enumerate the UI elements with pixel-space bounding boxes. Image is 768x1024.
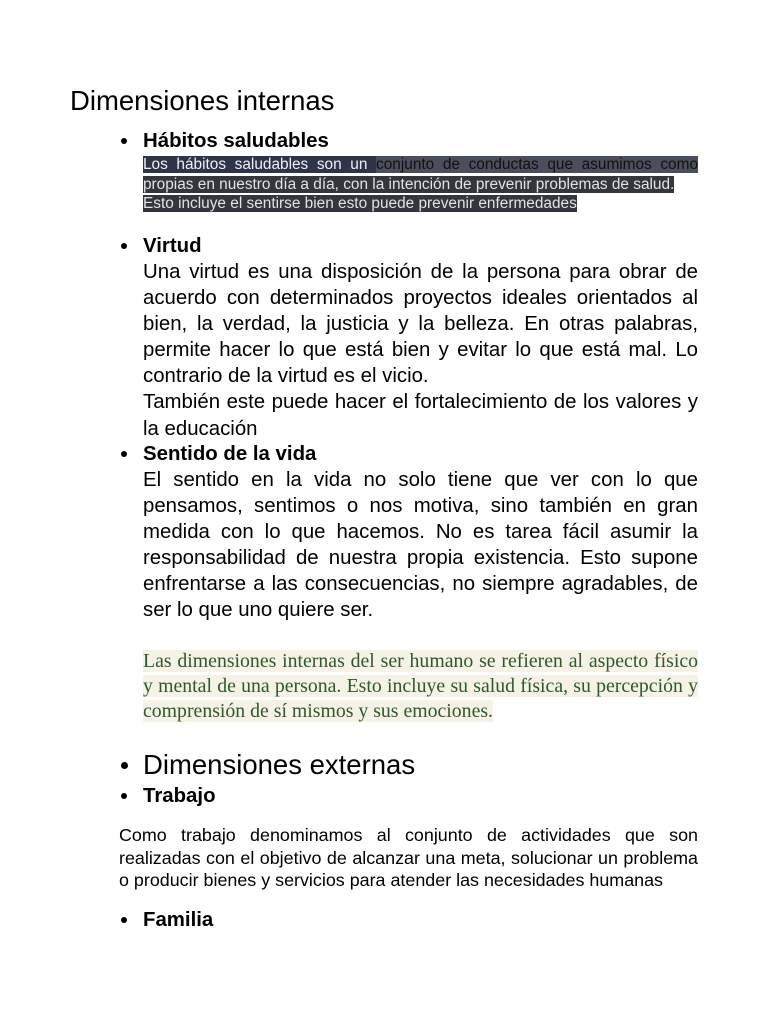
bullet-icon <box>121 451 127 457</box>
virtud-text-line: acuerdo con determinados proyectos ideales orientados al <box>143 287 698 310</box>
summary-paragraph <box>143 649 698 724</box>
item-heading-virtud: Virtud <box>143 235 202 257</box>
section-title-internas: Dimensiones internas <box>70 85 335 116</box>
summary-text: comprensión de sí mismos y sus emociones. <box>143 699 493 722</box>
sentido-text-line: pensamos, sentimos o nos motiva, sino también en gran <box>143 495 698 518</box>
sentido-text-line: medida con lo que hacemos. No es tarea fácil asumir la <box>143 521 698 544</box>
trabajo-text-line: o producir bienes y servicios para atender las necesidades humanas <box>119 870 663 890</box>
trabajo-paragraph <box>119 824 698 892</box>
list-item-trabajo <box>143 783 698 809</box>
habitos-text-line <box>143 155 698 175</box>
bullet-icon <box>121 138 127 144</box>
highlighted-text: Esto incluye el sentirse bien esto puede prevenir enfermedades <box>143 195 577 213</box>
item-heading-sentido: Sentido de la vida <box>143 443 317 465</box>
virtud-paragraph <box>143 259 698 442</box>
list-item-virtud <box>143 233 698 442</box>
virtud-text-line: contrario de la virtud es el vicio. <box>143 365 429 388</box>
list-item-sentido <box>143 441 698 624</box>
virtud-text-line: la educación <box>143 417 258 440</box>
sentido-text-line: ser lo que uno quiere ser. <box>143 599 374 622</box>
sentido-text-line: El sentido en la vida no solo tiene que ver con lo que <box>143 469 698 491</box>
summary-text-line <box>143 699 698 724</box>
summary-text-line <box>143 649 698 674</box>
sentido-text-line: responsabilidad de nuestra propia existencia. Esto supone <box>143 547 698 570</box>
highlighted-text: propias en nuestro día a día, con la intención de prevenir problemas de salud. <box>143 175 675 193</box>
highlighted-text: conjunto de conductas que asumimos como <box>376 156 699 173</box>
trabajo-text-line: Como trabajo denominamos al conjunto de actividades que son <box>119 825 698 845</box>
item-heading-familia: Familia <box>143 909 214 931</box>
bullet-icon <box>121 917 127 923</box>
trabajo-text-line: realizadas con el objetivo de alcanzar una meta, solucionar un problema <box>119 847 698 868</box>
item-heading-habitos: Hábitos saludables <box>143 130 329 152</box>
bullet-icon <box>121 762 128 769</box>
list-item-externas <box>143 749 698 781</box>
bullet-icon <box>121 793 127 799</box>
highlighted-paragraph <box>143 155 698 214</box>
virtud-text-line: También este puede hacer el fortalecimiento de los valores y <box>143 391 698 414</box>
summary-text-line <box>143 674 698 699</box>
summary-text: y mental de una persona. Esto incluye su salud física, su percepción y <box>143 674 698 697</box>
sentido-text-line: enfrentarse a las consecuencias, no siempre agradables, de <box>143 573 698 596</box>
list-item-habitos <box>143 128 698 214</box>
sentido-paragraph <box>143 467 698 624</box>
habitos-text-line <box>143 175 698 195</box>
virtud-text-line: bien, la verdad, la justicia y la belleza. En otras palabras, <box>143 313 698 336</box>
virtud-text-line: permite hacer lo que está bien y evitar lo que está mal. Lo <box>143 339 698 362</box>
virtud-text-line: Una virtud es una disposición de la persona para obrar de <box>143 261 698 283</box>
list-item-familia <box>143 907 698 933</box>
item-heading-trabajo: Trabajo <box>143 785 216 807</box>
highlighted-text: Los hábitos saludables son un <box>143 156 377 173</box>
bullet-icon <box>121 243 127 249</box>
summary-text: Las dimensiones internas del ser humano se refieren al aspecto físico <box>143 649 698 672</box>
habitos-text-line <box>143 194 698 214</box>
section-title-externas: Dimensiones externas <box>143 749 416 780</box>
